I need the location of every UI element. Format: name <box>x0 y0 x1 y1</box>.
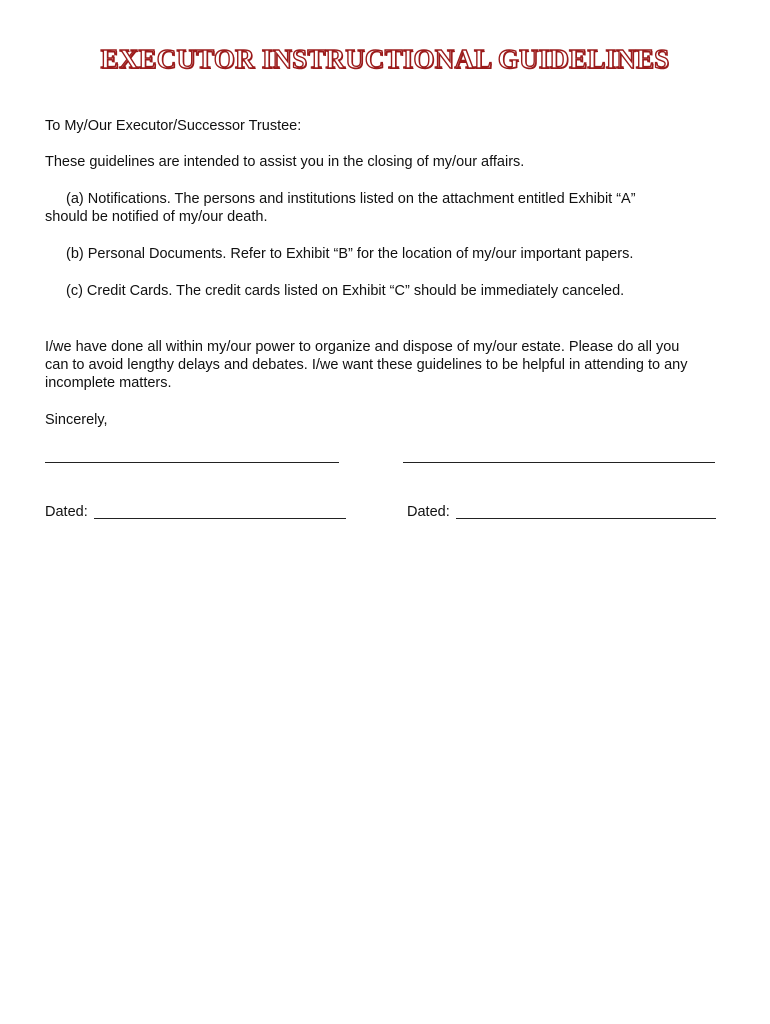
dated-line-left[interactable] <box>94 518 346 519</box>
dated-line-right[interactable] <box>456 518 716 519</box>
closing-paragraph-line3: incomplete matters. <box>45 375 172 391</box>
item-a-line2: should be notified of my/our death. <box>45 209 268 225</box>
closing-paragraph-line2: can to avoid lengthy delays and debates. I/we want these guidelines to be helpful in attending to any <box>45 357 688 373</box>
signoff: Sincerely, <box>45 412 108 428</box>
dated-label-left: Dated: <box>45 504 88 520</box>
signature-line-left[interactable] <box>45 462 339 463</box>
dated-label-right: Dated: <box>407 504 450 520</box>
signature-line-right[interactable] <box>403 462 715 463</box>
salutation: To My/Our Executor/Successor Trustee: <box>45 118 302 134</box>
item-a-line1: (a) Notifications. The persons and institutions listed on the attachment entitled Exhibit “A” <box>66 191 636 207</box>
closing-paragraph-line1: I/we have done all within my/our power to organize and dispose of my/our estate. Please do all you <box>45 339 680 355</box>
page-title: EXECUTOR INSTRUCTIONAL GUIDELINES <box>100 44 670 74</box>
intro-paragraph: These guidelines are intended to assist you in the closing of my/our affairs. <box>45 154 525 170</box>
item-b: (b) Personal Documents. Refer to Exhibit “B” for the location of my/our important papers. <box>66 246 634 262</box>
item-c: (c) Credit Cards. The credit cards listed on Exhibit “C” should be immediately canceled. <box>66 283 625 299</box>
